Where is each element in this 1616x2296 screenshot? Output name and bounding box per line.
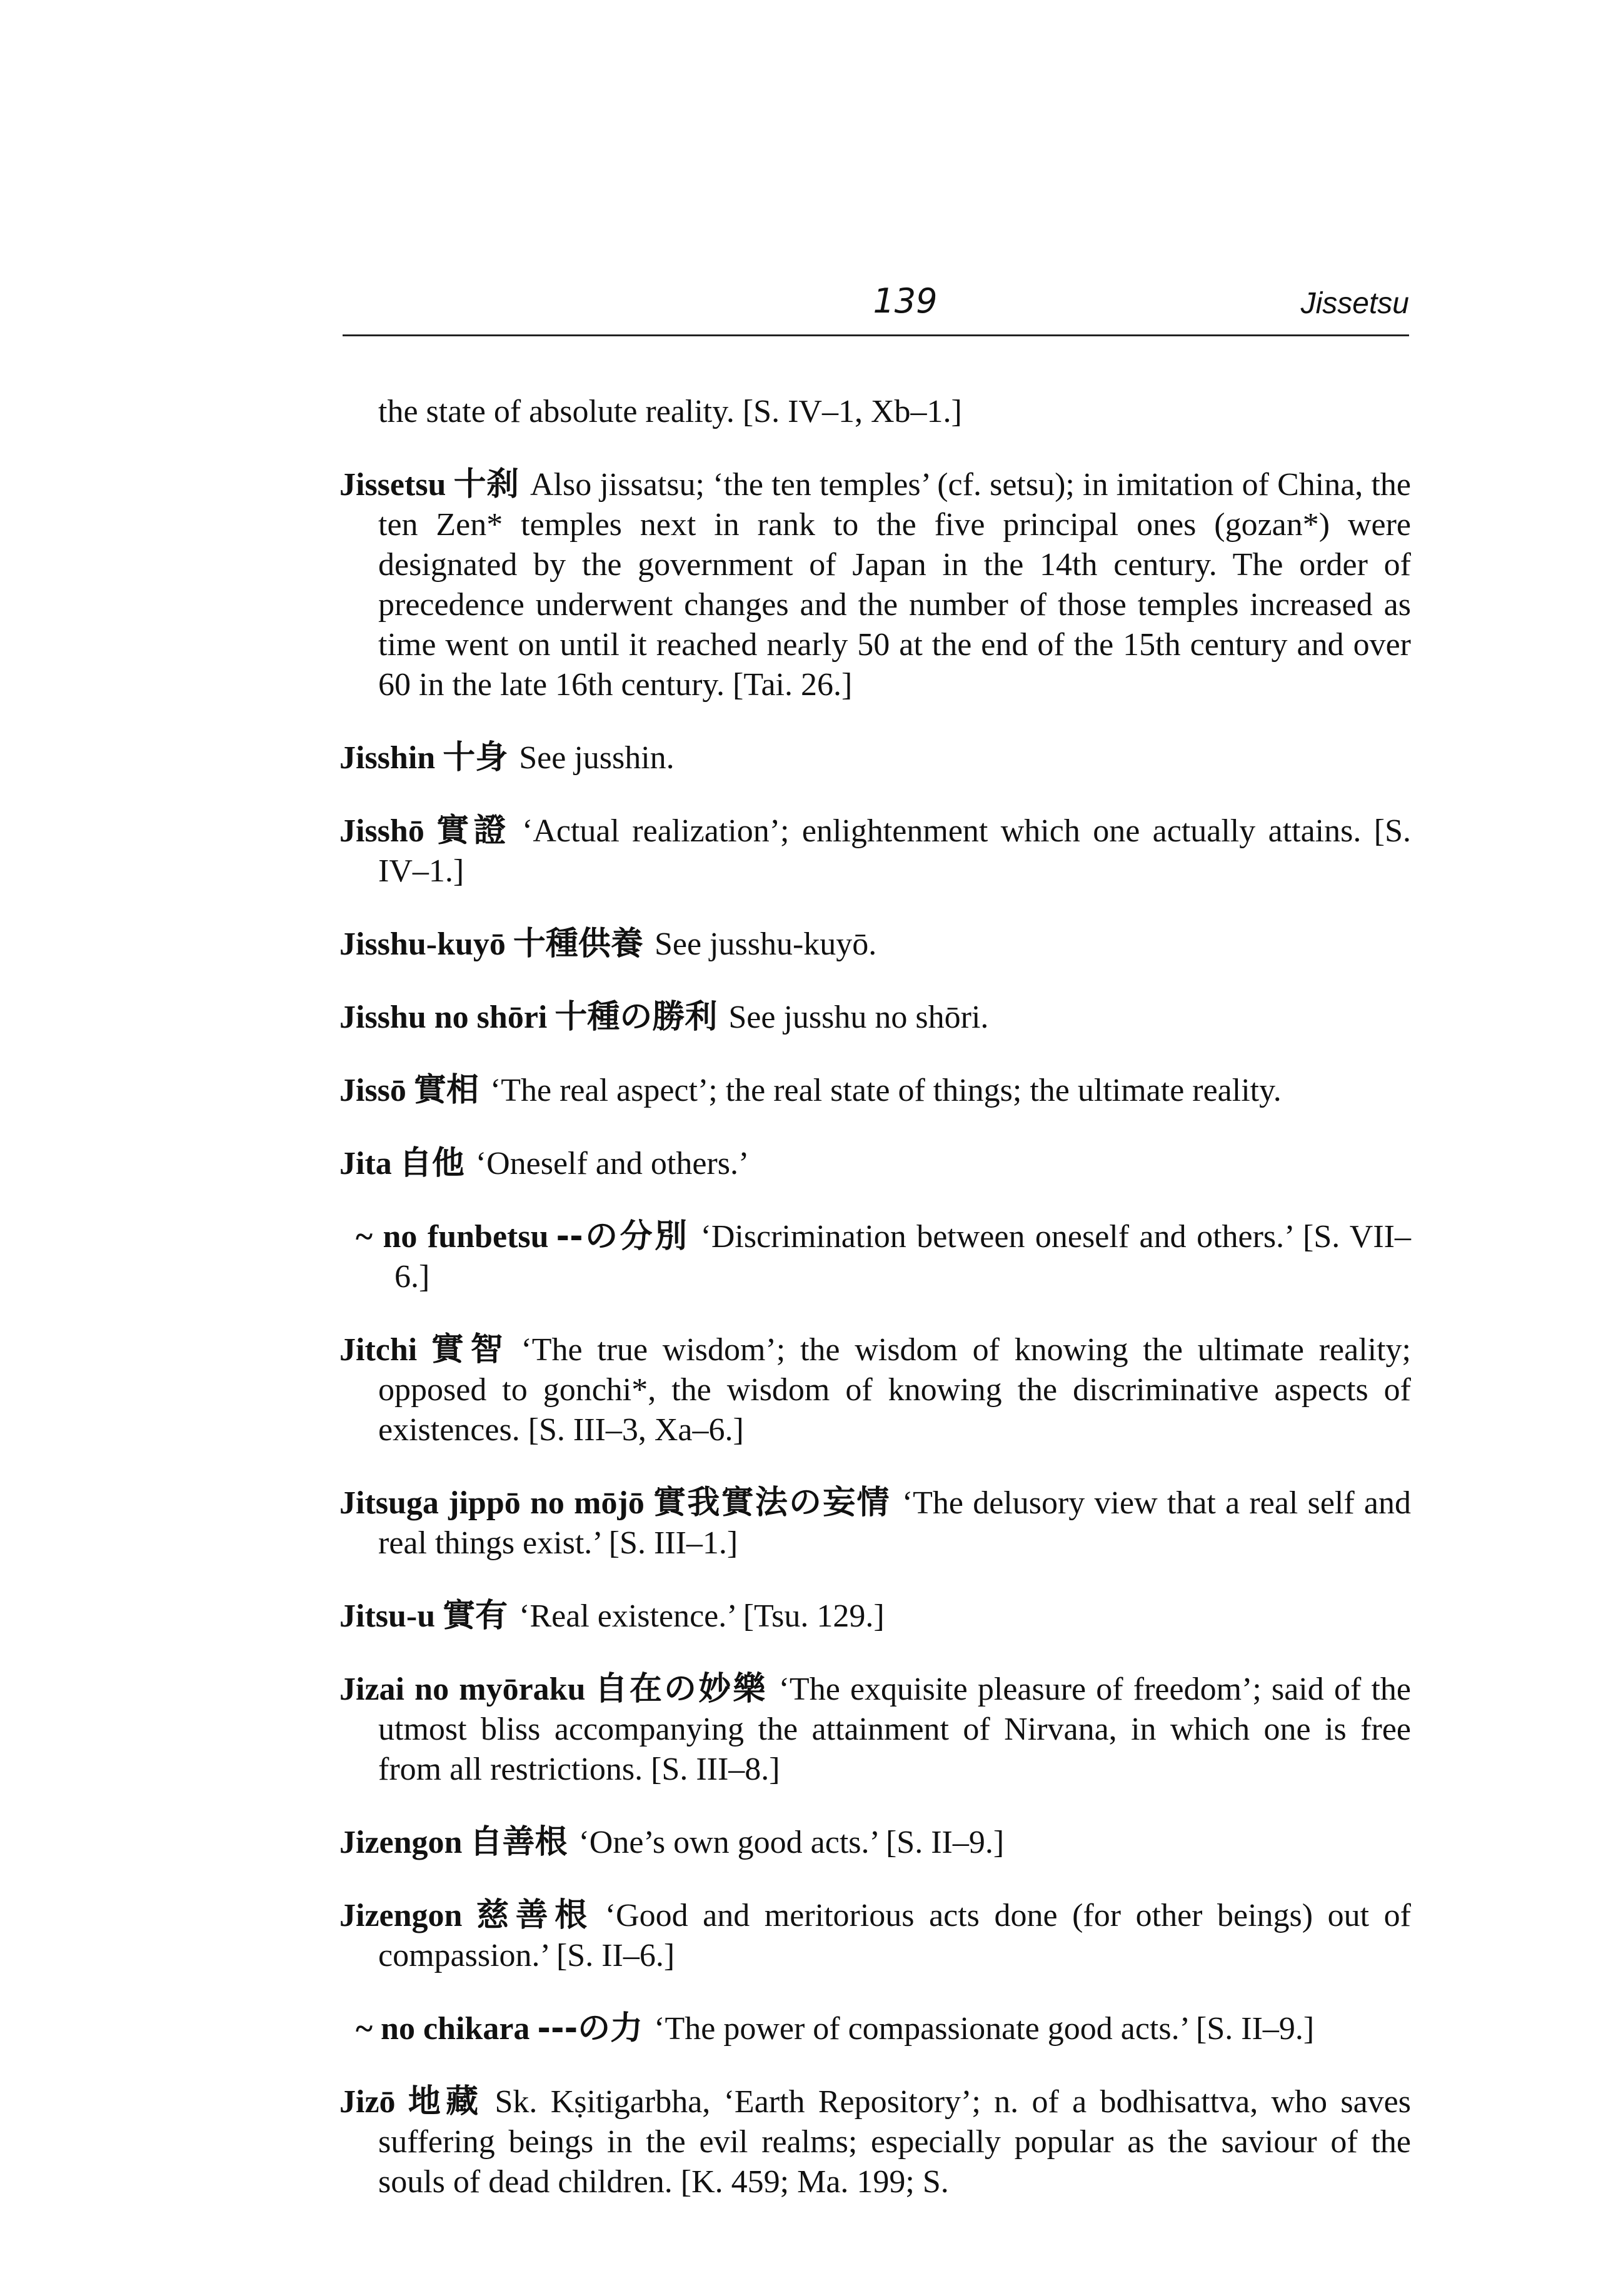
tilde-mark: ~ bbox=[356, 1219, 383, 1255]
entry-jitsuga-jippo-no-mojo bbox=[339, 1483, 1411, 1563]
entry-text: ‘Good and meritorious acts done (for other beings) out of compassion.’ [S. II–6.] bbox=[378, 1898, 1411, 1973]
running-head: Jissetsu bbox=[1300, 287, 1409, 320]
entry-text: ‘One’s own good acts.’ [S. II–9.] bbox=[578, 1825, 1005, 1860]
entry-kanji: 地藏 bbox=[403, 2083, 484, 2120]
entry-headword: Jisshō bbox=[339, 813, 424, 849]
entry-headword: Jitchi bbox=[339, 1332, 418, 1368]
entry-kanji: ---の力 bbox=[537, 2010, 643, 2047]
entry-text: ‘The power of compassionate good acts.’ [S. II–9.] bbox=[654, 2011, 1315, 2047]
entry-kanji: 實有 bbox=[443, 1597, 508, 1635]
entry-headword: no chikara bbox=[381, 2011, 530, 2047]
entry-headword: no funbetsu bbox=[383, 1219, 549, 1255]
subentry-no-chikara bbox=[339, 2008, 1411, 2049]
entry-kanji: 自他 bbox=[399, 1145, 464, 1182]
entry-text: ‘The exquisite pleasure of freedom’; said of the utmost bliss accompanying the attainment of Nirvana, in which one is free from all restrictions. [S. III–8.] bbox=[378, 1672, 1411, 1787]
entry-text: ‘The delusory view that a real self and real things exist.’ [S. III–1.] bbox=[378, 1485, 1411, 1561]
continuation-text bbox=[339, 392, 1411, 432]
entry-kanji: 自在の妙樂 bbox=[593, 1670, 768, 1708]
entry-jizo bbox=[339, 2082, 1411, 2202]
entry-text: ‘Discrimination between oneself and others.’ [S. VII–6.] bbox=[394, 1219, 1411, 1295]
entry-jizengon-own bbox=[339, 1822, 1411, 1863]
entry-kanji: 十種の勝利 bbox=[555, 998, 718, 1036]
entry-jizengon-compassion bbox=[339, 1895, 1411, 1976]
entry-jita bbox=[339, 1143, 1411, 1184]
entry-text: ‘Real existence.’ [Tsu. 129.] bbox=[519, 1598, 885, 1634]
entry-headword: Jizengon bbox=[339, 1825, 463, 1860]
dictionary-entries bbox=[339, 359, 1411, 2216]
entry-text: See jusshu-kuyō. bbox=[654, 926, 877, 962]
entry-jizai-no-myoraku bbox=[339, 1669, 1411, 1790]
entry-jisshu-no-shori bbox=[339, 997, 1411, 1038]
entry-jissetsu bbox=[339, 464, 1411, 705]
entry-kanji: 自善根 bbox=[469, 1823, 568, 1861]
entry-headword: Jizengon bbox=[339, 1898, 463, 1933]
entry-text: ‘Actual realization’; enlightenment which one actually attains. [S. IV–1.] bbox=[378, 813, 1411, 889]
entry-text: Sk. Kṣitigarbha, ‘Earth Repository’; n. of a bodhisattva, who saves suffering beings in the evil realms; especially popular as the saviour of the souls of dead children. [K. 459; Ma. 199; S. bbox=[378, 2084, 1411, 2200]
entry-kanji: 十身 bbox=[443, 739, 508, 776]
entry-text: ‘Oneself and others.’ bbox=[475, 1146, 750, 1181]
entry-kanji: 十種供養 bbox=[513, 925, 643, 963]
entry-jisso bbox=[339, 1070, 1411, 1111]
entry-jisshin bbox=[339, 738, 1411, 778]
subentry-no-funbetsu bbox=[339, 1216, 1411, 1297]
entry-headword: Jita bbox=[339, 1146, 392, 1181]
entry-kanji: 實智 bbox=[424, 1331, 510, 1368]
entry-headword: Jitsu-u bbox=[339, 1598, 436, 1634]
tilde-mark: ~ bbox=[356, 2011, 381, 2047]
page-header bbox=[343, 275, 1409, 344]
entry-headword: Jizai no myōraku bbox=[339, 1672, 586, 1707]
entry-headword: Jisshu no shōri bbox=[339, 1000, 548, 1035]
entry-jitchi bbox=[339, 1330, 1411, 1450]
entry-kanji: 十刹 bbox=[453, 466, 519, 503]
entry-kanji: 實證 bbox=[431, 812, 511, 850]
entry-jissho bbox=[339, 811, 1411, 891]
entry-jisshu-kuyo bbox=[339, 924, 1411, 965]
entry-text: ‘The true wisdom’; the wisdom of knowing the ultimate reality; opposed to gonchi*, the wisdom of knowing the discriminative aspects of existences. [S. III–3, Xa–6.] bbox=[378, 1332, 1411, 1448]
entry-headword: Jissetsu bbox=[339, 467, 446, 503]
entry-kanji: 實相 bbox=[413, 1071, 479, 1109]
entry-headword: Jisshu-kuyō bbox=[339, 926, 506, 962]
header-rule bbox=[343, 334, 1409, 336]
entry-headword: Jisshin bbox=[339, 740, 436, 776]
entry-kanji: 慈善根 bbox=[469, 1897, 594, 1934]
entry-text: ‘The real aspect’; the real state of things; the ultimate reality. bbox=[489, 1073, 1282, 1108]
entry-jitsu-u bbox=[339, 1596, 1411, 1637]
entry-headword: Jizō bbox=[339, 2084, 396, 2120]
entry-headword: Jitsuga jippō no mōjō bbox=[339, 1485, 645, 1521]
entry-text: See jusshin. bbox=[519, 740, 675, 776]
page-number: 139 bbox=[873, 281, 938, 321]
entry-text: Also jissatsu; ‘the ten temples’ (cf. setsu); in imitation of China, the ten Zen* temples next in rank to the five principal ones (gozan*) were designated by the government of Japan in the 14th century. The order of precedence underwent changes and the number of those temples increased as time went on until it reached nearly 50 at the end of the 15th century and over 60 in the late 16th century. [Tai. 26.] bbox=[378, 467, 1411, 703]
entry-kanji: --の分別 bbox=[556, 1218, 690, 1255]
entry-text: the state of absolute reality. [S. IV–1, Xb–1.] bbox=[378, 394, 962, 429]
entry-headword: Jissō bbox=[339, 1073, 406, 1108]
entry-text: See jusshu no shōri. bbox=[728, 1000, 989, 1035]
entry-kanji: 實我實法の妄情 bbox=[651, 1484, 891, 1521]
